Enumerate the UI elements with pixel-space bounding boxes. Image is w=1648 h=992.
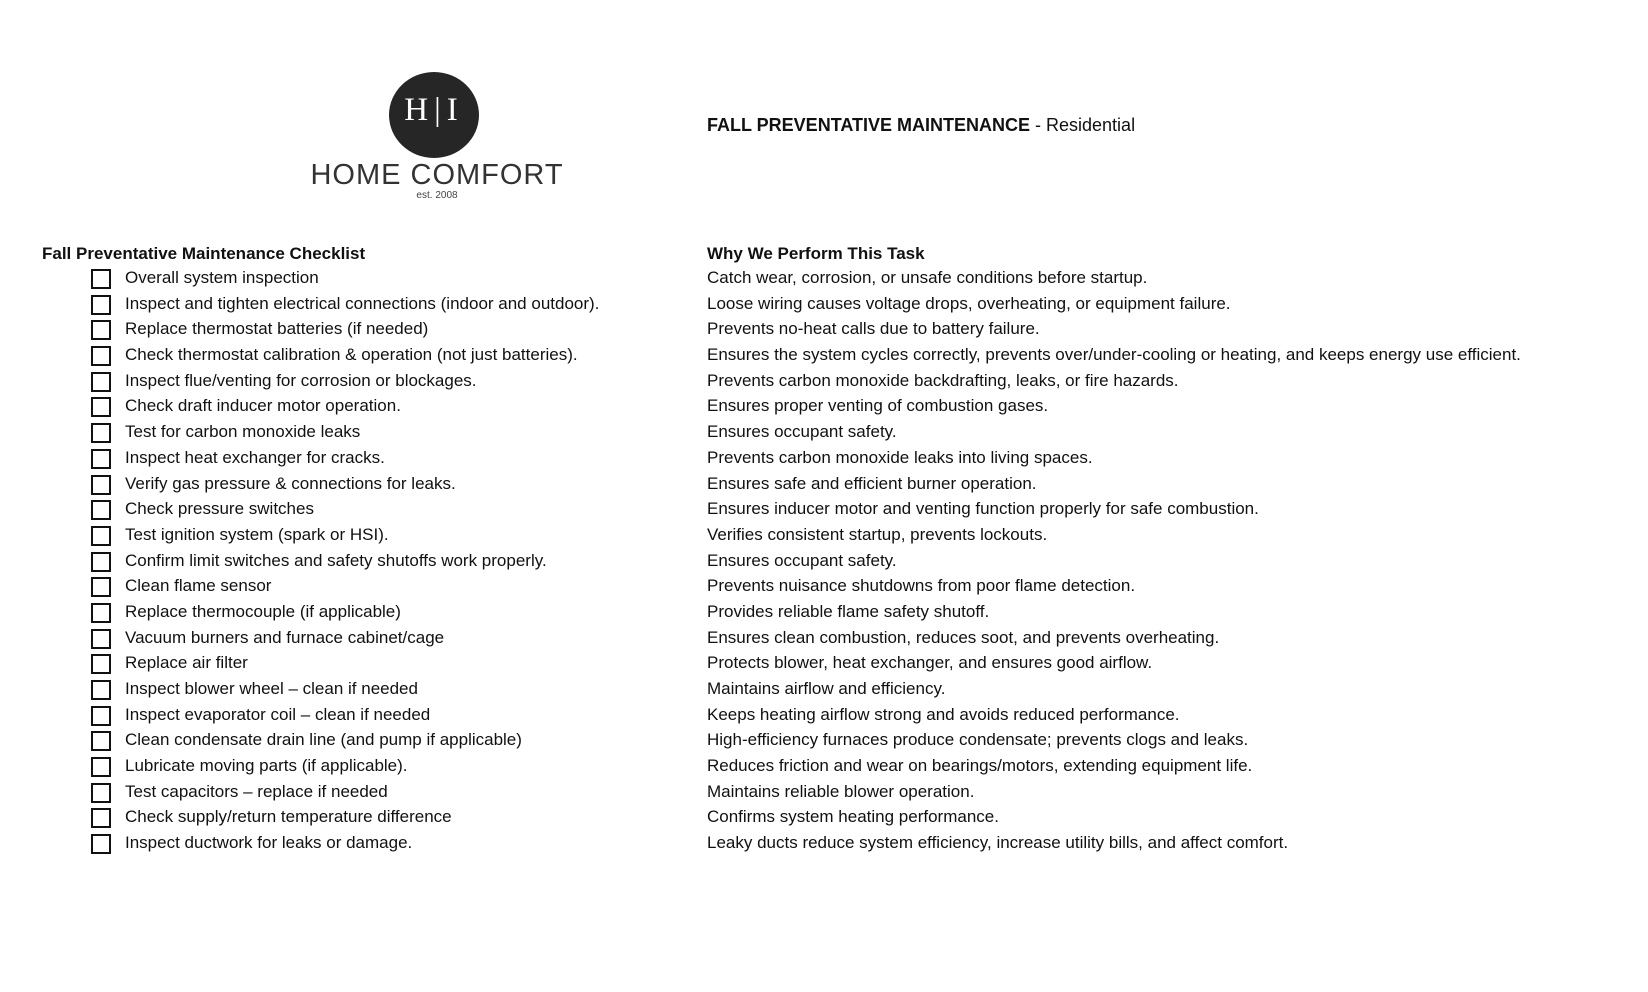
checkbox[interactable] <box>91 577 111 597</box>
checklist-header: Fall Preventative Maintenance Checklist <box>42 244 366 263</box>
task-text: Replace thermocouple (if applicable) <box>125 601 401 621</box>
checkbox[interactable] <box>91 269 111 289</box>
checkbox[interactable] <box>91 731 111 751</box>
task-text: Confirm limit switches and safety shutoffs work properly. <box>125 550 547 570</box>
checklist-row <box>0 806 1648 832</box>
checklist-row <box>0 627 1648 653</box>
reason-text: Keeps heating airflow strong and avoids reduced performance. <box>707 704 1180 724</box>
checklist-row <box>0 447 1648 473</box>
task-text: Inspect flue/venting for corrosion or blockages. <box>125 370 477 390</box>
checklist-row <box>0 318 1648 344</box>
checklist-row <box>0 575 1648 601</box>
task-text: Clean flame sensor <box>125 576 272 596</box>
checklist-row <box>0 781 1648 807</box>
reason-text: Prevents nuisance shutdowns from poor flame detection. <box>707 576 1136 596</box>
checkbox[interactable] <box>91 397 111 417</box>
task-text: Clean condensate drain line (and pump if applicable) <box>125 730 522 750</box>
checklist-row <box>0 395 1648 421</box>
task-text: Check thermostat calibration & operation (not just batteries). <box>125 345 578 365</box>
reason-text: Prevents no-heat calls due to battery failure. <box>707 319 1040 339</box>
checklist-row <box>0 755 1648 781</box>
checkbox[interactable] <box>91 783 111 803</box>
checklist-row <box>0 678 1648 704</box>
reason-text: Ensures inducer motor and venting function properly for safe combustion. <box>707 499 1259 519</box>
task-text: Verify gas pressure & connections for leaks. <box>125 473 456 493</box>
task-text: Vacuum burners and furnace cabinet/cage <box>125 627 445 647</box>
checkbox[interactable] <box>91 680 111 700</box>
task-text: Replace thermostat batteries (if needed) <box>125 319 429 339</box>
checklist-row <box>0 293 1648 319</box>
checkbox[interactable] <box>91 629 111 649</box>
checkbox[interactable] <box>91 423 111 443</box>
task-text: Inspect evaporator coil – clean if needed <box>125 704 431 724</box>
checklist-row <box>0 729 1648 755</box>
reason-text: Maintains airflow and efficiency. <box>707 679 946 698</box>
checklist-row <box>0 267 1648 293</box>
title-bold: FALL PREVENTATIVE MAINTENANCE <box>707 115 1031 135</box>
task-text: Check supply/return temperature difference <box>125 807 452 827</box>
checklist-row <box>0 704 1648 730</box>
reason-text: Prevents carbon monoxide backdrafting, leaks, or fire hazards. <box>707 370 1179 390</box>
checklist-row <box>0 550 1648 576</box>
checkbox[interactable] <box>91 346 111 366</box>
reason-text: Leaky ducts reduce system efficiency, increase utility bills, and affect comfort. <box>707 833 1289 853</box>
checklist-row <box>0 421 1648 447</box>
task-text: Inspect heat exchanger for cracks. <box>125 447 385 467</box>
task-text: Overall system inspection <box>125 268 319 287</box>
logo-company-name: HOME COMFORT <box>310 159 564 191</box>
why-header: Why We Perform This Task <box>707 244 925 263</box>
reason-text: Loose wiring causes voltage drops, overheating, or equipment failure. <box>707 293 1231 313</box>
reason-text: Ensures occupant safety. <box>707 422 897 442</box>
reason-text: Maintains reliable blower operation. <box>707 781 975 801</box>
title-suffix: - Residential <box>1030 115 1136 135</box>
task-text: Replace air filter <box>125 653 248 673</box>
reason-text: Ensures clean combustion, reduces soot, and prevents overheating. <box>707 627 1220 647</box>
reason-text: Ensures safe and efficient burner operation. <box>707 473 1037 493</box>
reason-text: Reduces friction and wear on bearings/motors, extending equipment life. <box>707 756 1253 776</box>
checkbox[interactable] <box>91 372 111 392</box>
checkbox[interactable] <box>91 500 111 520</box>
task-text: Test for carbon monoxide leaks <box>125 422 361 442</box>
checkbox[interactable] <box>91 603 111 623</box>
checklist-row <box>0 473 1648 499</box>
task-text: Check draft inducer motor operation. <box>125 396 401 416</box>
checkbox[interactable] <box>91 295 111 315</box>
logo-established: est. 2008 <box>416 190 458 201</box>
task-text: Test capacitors – replace if needed <box>125 781 388 801</box>
checkbox[interactable] <box>91 475 111 495</box>
reason-text: Prevents carbon monoxide leaks into living spaces. <box>707 447 1093 467</box>
checklist-row <box>0 601 1648 627</box>
task-text: Check pressure switches <box>125 499 314 519</box>
checklist <box>0 267 1648 858</box>
checklist-row <box>0 344 1648 370</box>
checkbox[interactable] <box>91 706 111 726</box>
checkbox[interactable] <box>91 808 111 828</box>
task-text: Inspect ductwork for leaks or damage. <box>125 833 413 853</box>
checkbox[interactable] <box>91 552 111 572</box>
reason-text: Provides reliable flame safety shutoff. <box>707 601 990 621</box>
reason-text: Ensures the system cycles correctly, prevents over/under-cooling or heating, and keeps energy use efficient. <box>707 345 1521 365</box>
checklist-row <box>0 370 1648 396</box>
task-text: Inspect and tighten electrical connections (indoor and outdoor). <box>125 293 600 313</box>
document-title <box>707 113 1135 137</box>
reason-text: Protects blower, heat exchanger, and ensures good airflow. <box>707 653 1153 673</box>
reason-text: High-efficiency furnaces produce condensate; prevents clogs and leaks. <box>707 730 1249 750</box>
checklist-row <box>0 524 1648 550</box>
checkbox[interactable] <box>91 654 111 674</box>
checkbox[interactable] <box>91 320 111 340</box>
checkbox[interactable] <box>91 449 111 469</box>
reason-text: Catch wear, corrosion, or unsafe conditions before startup. <box>707 268 1148 287</box>
checkbox[interactable] <box>91 757 111 777</box>
reason-text: Confirms system heating performance. <box>707 807 999 827</box>
task-text: Lubricate moving parts (if applicable). <box>125 756 408 776</box>
company-logo <box>306 72 568 202</box>
logo-monogram: H|I <box>404 92 464 128</box>
checkbox[interactable] <box>91 526 111 546</box>
task-text: Inspect blower wheel – clean if needed <box>125 679 418 698</box>
checklist-row <box>0 498 1648 524</box>
reason-text: Ensures occupant safety. <box>707 550 897 570</box>
checklist-row <box>0 652 1648 678</box>
checkbox[interactable] <box>91 834 111 854</box>
reason-text: Verifies consistent startup, prevents lockouts. <box>707 524 1048 544</box>
checklist-row <box>0 832 1648 858</box>
task-text: Test ignition system (spark or HSI). <box>125 524 389 544</box>
reason-text: Ensures proper venting of combustion gases. <box>707 396 1049 416</box>
